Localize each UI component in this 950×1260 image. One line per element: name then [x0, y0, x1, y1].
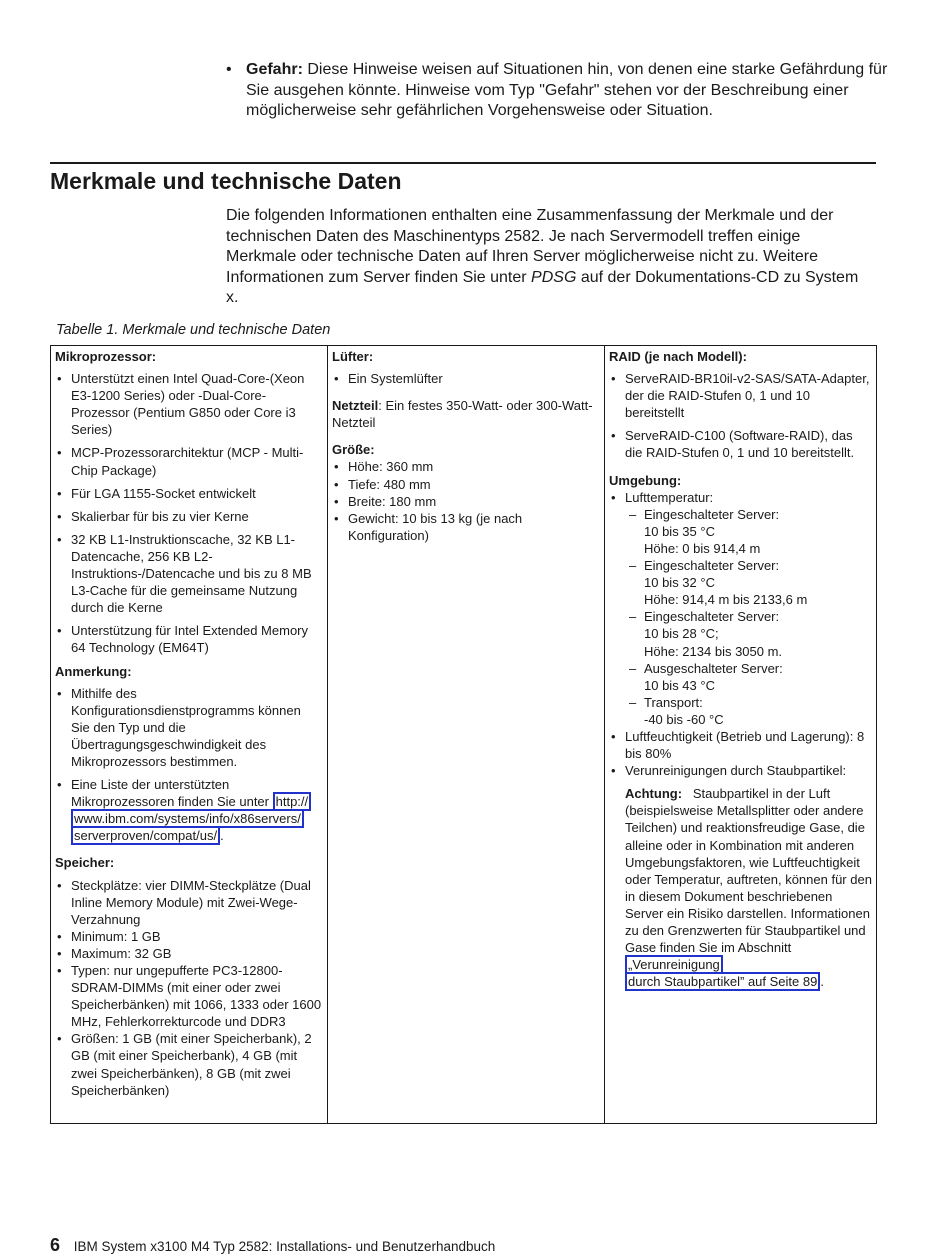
intro-text-1: Die folgenden Informationen enthalten eine Zusammenfassung der Merkmale und der technischen Daten des Maschinentyps 2582. Je nach Servermodell treffen einige Merkmale oder technische Daten auf Ihren Server möglicherweise nicht zu. Weitere Informationen zum Server finden Sie unter — [226, 207, 834, 286]
intro-text-2: auf der Dokumentations-CD zu System x. — [226, 268, 859, 307]
contamination-link[interactable]: durch Staubpartikel” auf Seite 89 — [625, 972, 820, 991]
page-footer — [50, 1234, 495, 1258]
raid-heading: RAID (je nach Modell): — [609, 349, 747, 364]
list-item: – Eingeschalteter Server: 10 bis 35 °C Höhe: 0 bis 914,4 m — [629, 506, 872, 557]
size-list — [332, 458, 600, 543]
danger-note — [222, 60, 896, 122]
list-item — [55, 776, 323, 844]
list-item: • Typen: nur ungepufferte PC3-12800-SDRAM-DIMMs (mit einer oder zwei Speicherbänken) mit 1066, 1333 oder 1600 MHz, Fehlerkorrekturcode und DDR3 — [55, 962, 323, 1030]
attention-label: Achtung: — [625, 786, 683, 802]
air-temp-label: Lufttemperatur: — [625, 489, 714, 505]
note-end: . — [220, 828, 224, 844]
list-item: • Für LGA 1155-Socket entwickelt — [55, 485, 323, 502]
size-heading: Größe: — [332, 442, 375, 458]
psu-text: : Ein festes 350-Watt- oder 300-Watt-Netzteil — [332, 398, 593, 431]
attention-note — [625, 785, 872, 990]
cpu-heading: Mikroprozessor: — [55, 349, 157, 364]
serverproven-link[interactable]: www.ibm.com/systems/info/x86servers/ — [71, 809, 304, 828]
attention-end: . — [820, 974, 824, 990]
footer-title: IBM System x3100 M4 Typ 2582: Installations- und Benutzerhandbuch — [73, 1239, 496, 1254]
psu-label: Netzteil — [332, 398, 379, 414]
list-item: • Breite: 180 mm — [332, 493, 600, 510]
intro-pdsg: PDSG — [531, 268, 577, 286]
list-item: – Transport: -40 bis -60 °C — [629, 694, 872, 728]
specs-column-1 — [51, 346, 328, 1124]
list-item: • MCP-Prozessorarchitektur (MCP - Multi-Chip Package) — [55, 444, 323, 478]
list-item: • Minimum: 1 GB — [55, 928, 323, 945]
fan-heading: Lüfter: — [332, 349, 374, 364]
list-item: – Eingeschalteter Server: 10 bis 28 °C; Höhe: 2134 bis 3050 m. — [629, 608, 872, 659]
note-list — [55, 685, 323, 845]
psu-info — [332, 397, 600, 431]
list-item: • Gewicht: 10 bis 13 kg (je nach Konfiguration) — [332, 510, 600, 544]
bullet: • — [226, 61, 232, 78]
environment-list — [609, 489, 872, 780]
list-item: • ServeRAID-BR10il-v2-SAS/SATA-Adapter, der die RAID-Stufen 0, 1 und 10 bereitstellt — [609, 370, 872, 421]
table-caption: Tabelle 1. Merkmale und technische Daten — [56, 322, 331, 338]
cpu-list — [55, 370, 323, 656]
raid-list — [609, 370, 872, 461]
list-item: • Verunreinigungen durch Staubpartikel: — [609, 762, 872, 779]
list-item: – Eingeschalteter Server: 10 bis 32 °C Höhe: 914,4 m bis 2133,6 m — [629, 557, 872, 608]
list-item: • ServeRAID-C100 (Software-RAID), das die RAID-Stufen 0, 1 und 10 bereitstellt. — [609, 427, 872, 461]
note-text: Eine Liste der unterstützten Mikroprozessoren finden Sie unter — [71, 777, 273, 810]
danger-text: Diese Hinweise weisen auf Situationen hin, von denen eine starke Gefährdung für Sie ausgehen könnte. Hinweise vom Typ "Gefahr" stehen vor der Beschreibung einer möglicherweise sehr gefährlichen Vorgehensweise oder Situation. — [246, 61, 888, 119]
section-intro — [226, 206, 872, 309]
list-item: • Skalierbar für bis zu vier Kerne — [55, 508, 323, 525]
contamination-link[interactable]: „Verunreinigung — [625, 955, 723, 974]
page-number: 6 — [50, 1235, 61, 1255]
serverproven-link[interactable]: http:// — [273, 792, 312, 811]
list-item: • Größen: 1 GB (mit einer Speicherbank), 2 GB (mit einer Speicherbank), 4 GB (mit zwei Speicherbänken), 8 GB (mit zwei Speicherbänken) — [55, 1030, 323, 1098]
note-heading: Anmerkung: — [55, 663, 132, 679]
danger-label: Gefahr: — [246, 61, 303, 78]
list-item: • Maximum: 32 GB — [55, 945, 323, 962]
list-item: • Luftfeuchtigkeit (Betrieb und Lagerung): 8 bis 80% — [609, 728, 872, 762]
list-item: • Ein Systemlüfter — [332, 370, 600, 387]
specs-table — [50, 345, 877, 1124]
list-item: • Unterstützt einen Intel Quad-Core-(Xeon E3-1200 Series) oder -Dual-Core-Prozessor (Pentium G850 oder Core i3 Series) — [55, 370, 323, 438]
environment-heading: Umgebung: — [609, 472, 682, 488]
serverproven-link[interactable]: serverproven/compat/us/ — [71, 826, 220, 845]
section-title: Merkmale und technische Daten — [50, 168, 402, 194]
specs-column-2 — [328, 346, 605, 1124]
list-item: • Tiefe: 480 mm — [332, 476, 600, 493]
list-item: • Mithilfe des Konfigurationsdienstprogramms können Sie den Typ und die Übertragungsgeschwindigkeit des Mikroprozessors bestimmen. — [55, 685, 323, 770]
memory-list — [55, 877, 323, 1099]
list-item — [609, 489, 872, 728]
list-item: • Steckplätze: vier DIMM-Steckplätze (Dual Inline Memory Module) mit Zwei-Wege-Verzahnung — [55, 877, 323, 928]
temp-list — [625, 506, 872, 728]
section-divider — [50, 162, 876, 164]
list-item: • 32 KB L1-Instruktionscache, 32 KB L1-Datencache, 256 KB L2-Instruktions-/Datencache und bis zu 8 MB L3-Cache für die gemeinsame Nutzung durch die Kerne — [55, 531, 323, 616]
list-item: • Unterstützung für Intel Extended Memory 64 Technology (EM64T) — [55, 622, 323, 656]
specs-column-3 — [605, 346, 877, 1124]
list-item: – Ausgeschalteter Server: 10 bis 43 °C — [629, 660, 872, 694]
memory-heading: Speicher: — [55, 855, 115, 871]
fan-list — [332, 370, 600, 387]
attention-text: Staubpartikel in der Luft (beispielsweise Metallsplitter oder andere Teilchen) und reaktionsfreudige Gase, die alleine oder in Kombination mit anderen Umgebungsfaktoren, wie Luftfeuchtigkeit oder Temperatur, auftreten, können für den in diesem Dokument beschriebenen Server ein Risiko darstellen. Informationen zu den Grenzwerten für Staubpartikel und Gase finden Sie im Abschnitt — [625, 786, 872, 956]
list-item: • Höhe: 360 mm — [332, 458, 600, 475]
